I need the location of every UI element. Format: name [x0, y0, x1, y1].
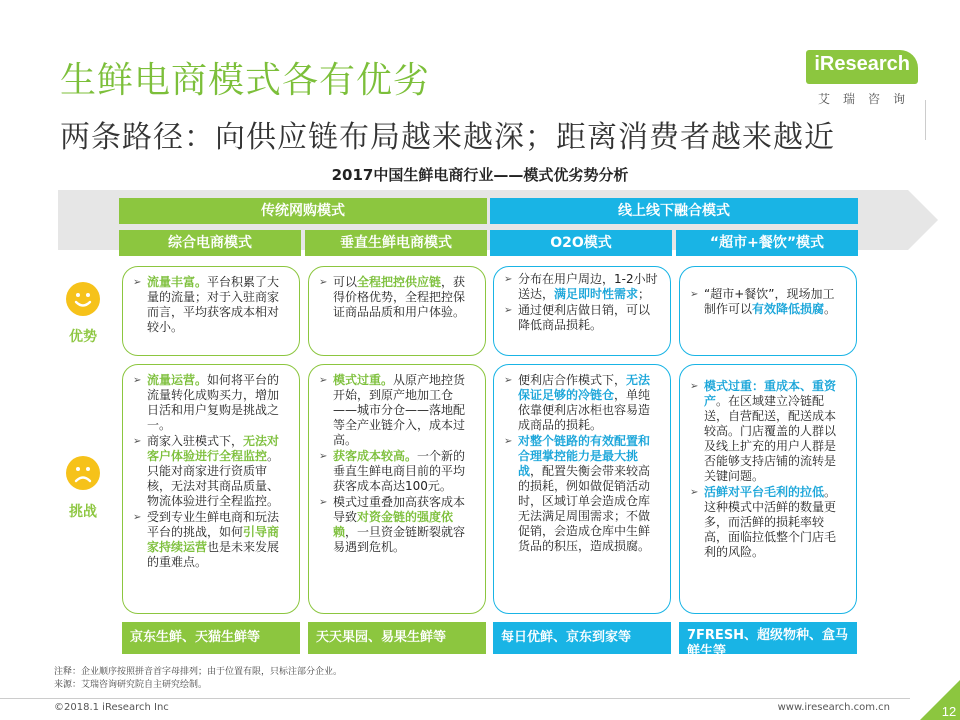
advantage-cell-supermarket: ➢ “超市+餐饮”，现场加工制作可以有效降低损腐。: [679, 266, 857, 356]
page-number: 12: [941, 704, 957, 719]
challenge-cell-comprehensive: ➢ 流量运营。如何将平台的流量转化成购买力，增加日活和用户复购是挑战之一。 ➢ 商家入驻模式下，无法对客户体验进行全程监控。只能对商家进行资质审核，无法对其商品质量、物流体验进行全程监控。 ➢ 受到专业生鲜电商和玩法平台的挑战，如何引导商家持续运营也是未来发展的重难点。: [122, 364, 300, 614]
column-header-comprehensive: 综合电商模式: [119, 230, 301, 256]
column-header-o2o: O2O模式: [490, 230, 672, 256]
row-label-challenge: 挑战: [69, 504, 97, 520]
logo-divider: [925, 100, 926, 140]
challenge-cell-vertical: ➢ 模式过重。从原产地控货开始，到原产地加工仓——城市分仓——落地配等全产业链介入，成本过高。 ➢ 获客成本较高。一个新的垂直生鲜电商目前的平均获客成本高达100元。 ➢ 模式过重叠加高获客成本导致对资金链的强度依赖，一旦资金链断裂就容易遇到危机。: [308, 364, 486, 614]
examples-o2o: 每日优鲜、京东到家等: [493, 622, 671, 654]
note-line: 注释：企业顺序按照拼音首字母排列；由于位置有限，只标注部分企业。: [54, 667, 343, 677]
footer-divider: [0, 698, 910, 699]
group-header-o2o-merge: 线上线下融合模式: [490, 198, 858, 224]
group-header-traditional: 传统网购模式: [119, 198, 487, 224]
page-subtitle: 两条路径：向供应链布局越来越深；距离消费者越来越近: [60, 120, 835, 155]
copyright: ©2018.1 iResearch Inc: [54, 702, 169, 713]
source-line: 来源：艾瑞咨询研究院自主研究绘制。: [54, 680, 208, 690]
examples-supermarket: 7FRESH、超级物种、盒马鲜生等: [679, 622, 857, 654]
advantage-cell-vertical: ➢ 可以全程把控供应链，获得价格优势，全程把控保证商品品质和用户体验。: [308, 266, 486, 356]
examples-comprehensive: 京东生鲜、天猫生鲜等: [122, 622, 300, 654]
row-label-advantage: 优势: [69, 329, 97, 345]
challenge-cell-o2o: ➢ 便利店合作模式下，无法保证足够的冷链仓，单纯依靠便利店冰柜也容易造成商品的损耗。 ➢ 对整个链路的有效配置和合理掌控能力是最大挑战，配置失衡会带来较高的损耗，例如做促销活动时，区域订单会造成仓库无法满足周围需求；不做促销，会造成仓库中生鲜货品的积压，造成损腐。: [493, 364, 671, 614]
iresearch-logo: iResearch 艾瑞咨询: [794, 50, 918, 110]
page-number-badge: [920, 680, 960, 720]
smiley-sad-icon: [66, 456, 100, 490]
table-title: 2017中国生鲜电商行业——模式优劣势分析: [331, 166, 629, 184]
challenge-cell-supermarket: ➢ 模式过重：重成本、重资产。在区域建立冷链配送，自营配送，配送成本较高。门店覆盖的人群以及线上扩充的用户人群是否能够支持店铺的流转是关键问题。 ➢ 活鲜对平台毛利的拉低。这种模式中活鲜的数量更多，而活鲜的损耗率较高，面临拉低整个门店毛利的风险。: [679, 364, 857, 614]
page-title: 生鲜电商模式各有优劣: [60, 60, 431, 101]
advantage-cell-comprehensive: ➢ 流量丰富。平台积累了大量的流量；对于入驻商家而言，平均获客成本相对较小。: [122, 266, 300, 356]
advantage-cell-o2o: ➢ 分布在用户周边，1-2小时送达，满足即时性需求； ➢ 通过便利店做日销，可以降低商品损耗。: [493, 266, 671, 356]
column-header-supermarket: “超市+餐饮”模式: [676, 230, 858, 256]
smiley-happy-icon: [66, 282, 100, 316]
column-header-vertical: 垂直生鲜电商模式: [305, 230, 487, 256]
footer-url: www.iresearch.com.cn: [777, 702, 890, 713]
examples-vertical: 天天果园、易果生鲜等: [308, 622, 486, 654]
